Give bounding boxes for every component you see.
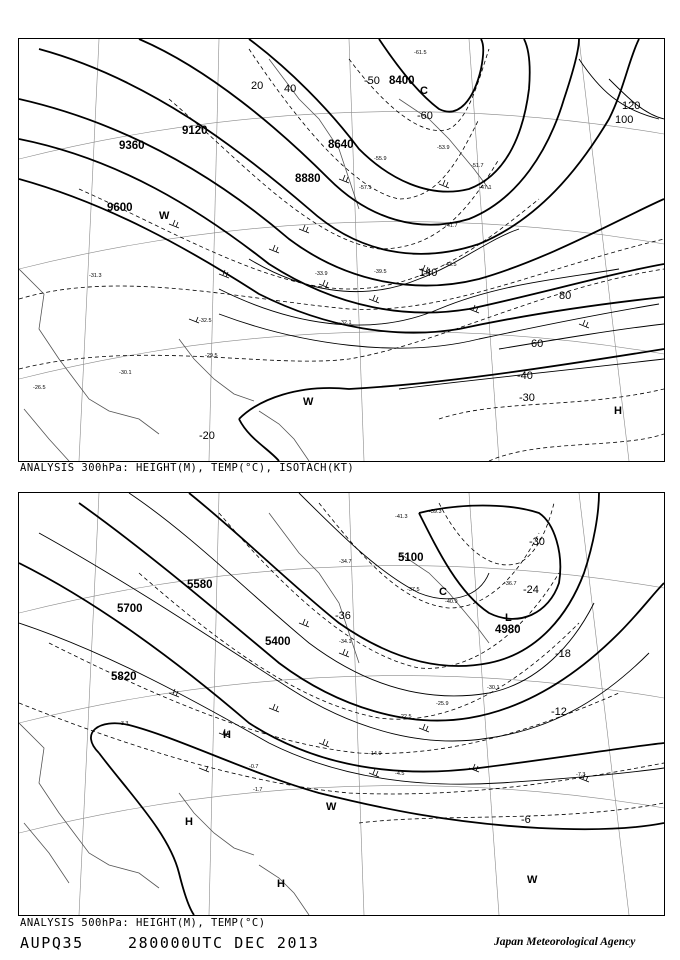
isotach-label-40: 40 [284, 83, 297, 95]
station-value: -29.5 [205, 353, 218, 359]
station-value: -41.7 [445, 223, 458, 229]
high-center-label: H [223, 729, 231, 741]
graticule [19, 39, 664, 461]
height-label-8640: 8640 [328, 139, 354, 151]
station-value: -3.3 [119, 721, 129, 727]
isotach-label-60: 60 [531, 338, 544, 350]
station-value: -0.7 [249, 764, 259, 770]
height-label-8880: 8880 [295, 173, 321, 185]
temperature-contours [19, 49, 664, 461]
height-label-5820: 5820 [111, 671, 137, 683]
station-value: -14.9 [369, 751, 382, 757]
map-500hpa [18, 492, 665, 916]
height-contours [19, 493, 664, 915]
station-value: -51.7 [471, 163, 484, 169]
temp-label-minus-18: -18 [555, 648, 571, 660]
station-value: -22.5 [399, 714, 412, 720]
chart-id: AUPQ35 [20, 934, 84, 952]
warm-center-label: W [527, 874, 538, 886]
station-value: -31.3 [89, 273, 102, 279]
station-value: -30.1 [487, 685, 500, 691]
isotach-label-20: 20 [251, 80, 264, 92]
height-label-5400: 5400 [265, 636, 291, 648]
warm-center-label: W [303, 396, 314, 408]
station-value: -32.1 [339, 320, 352, 326]
station-value: -55.9 [374, 156, 387, 162]
station-value: -53.9 [437, 145, 450, 151]
caption-300hpa: ANALYSIS 300hPa: HEIGHT(M), TEMP(°C), ISOTACH(KT) [20, 462, 355, 474]
temp-label-50: -50 [364, 75, 380, 87]
station-value: -26.5 [33, 385, 46, 391]
coastline [19, 513, 489, 915]
temp-label-minus-30: -30 [529, 536, 545, 548]
isotach-labels [251, 80, 640, 350]
station-value: -41.3 [395, 514, 408, 520]
height-label-5700: 5700 [117, 603, 143, 615]
station-value: -34.7 [339, 559, 352, 565]
isotach-label-120: 120 [622, 100, 641, 112]
temperature-labels [335, 536, 571, 826]
temp-label-30: -30 [519, 392, 535, 404]
station-value: -47.1 [479, 185, 492, 191]
warm-center-label: W [159, 210, 170, 222]
station-value: -30.1 [119, 370, 132, 376]
low-center-label: L [505, 612, 512, 624]
height-contours [19, 39, 664, 461]
isotach-label-80: 80 [559, 290, 572, 302]
station-value: -7.3 [576, 772, 586, 778]
station-value: -33.9 [315, 271, 328, 277]
graticule [19, 493, 664, 915]
cold-center-label: C [439, 586, 447, 598]
station-value: -43.5 [444, 262, 457, 268]
station-value: -34.1 [339, 639, 352, 645]
station-value: -4.5 [395, 771, 405, 777]
isotach-label-140: 140 [419, 267, 438, 279]
isotach-label-100: 100 [615, 114, 634, 126]
temp-label-minus-24: -24 [523, 584, 539, 596]
station-value: -40.9 [445, 599, 458, 605]
height-label-8400: 8400 [389, 75, 415, 87]
agency-name: Japan Meteorological Agency [494, 936, 636, 948]
station-value: -36.7 [504, 581, 517, 587]
warm-center-label: W [326, 801, 337, 813]
temp-label-40: -40 [517, 370, 533, 382]
height-label-4980: 4980 [495, 624, 521, 636]
height-label-5580: 5580 [187, 579, 213, 591]
station-value: -25.9 [436, 701, 449, 707]
cold-center-label: C [420, 85, 428, 97]
map-500hpa-canvas [19, 493, 664, 915]
station-values [119, 509, 585, 793]
station-value: -39.5 [374, 269, 387, 275]
station-value: -37.5 [407, 587, 420, 593]
map-300hpa [18, 38, 665, 462]
station-value: -39.3 [429, 509, 442, 515]
station-value: -32.5 [199, 318, 212, 324]
temp-label-minus-12: -12 [551, 706, 567, 718]
high-center-label: H [614, 405, 622, 417]
temp-label-minus-6: -6 [521, 814, 531, 826]
station-value: -57.1 [359, 185, 372, 191]
temp-label-20: -20 [199, 430, 215, 442]
height-label-9360: 9360 [119, 140, 145, 152]
caption-500hpa: ANALYSIS 500hPa: HEIGHT(M), TEMP(°C) [20, 917, 266, 929]
height-label-5100: 5100 [398, 552, 424, 564]
wind-barbs [169, 175, 589, 328]
height-label-9600: 9600 [107, 202, 133, 214]
map-300hpa-canvas [19, 39, 664, 461]
station-value: -61.5 [414, 50, 427, 56]
height-label-9120: 9120 [182, 125, 208, 137]
temp-label-60: -60 [417, 110, 433, 122]
valid-time: 280000UTC DEC 2013 [128, 934, 320, 952]
station-value: -1.7 [253, 787, 263, 793]
high-center-label: H [277, 878, 285, 890]
temp-label-minus-36: -36 [335, 610, 351, 622]
high-center-label: H [185, 816, 193, 828]
